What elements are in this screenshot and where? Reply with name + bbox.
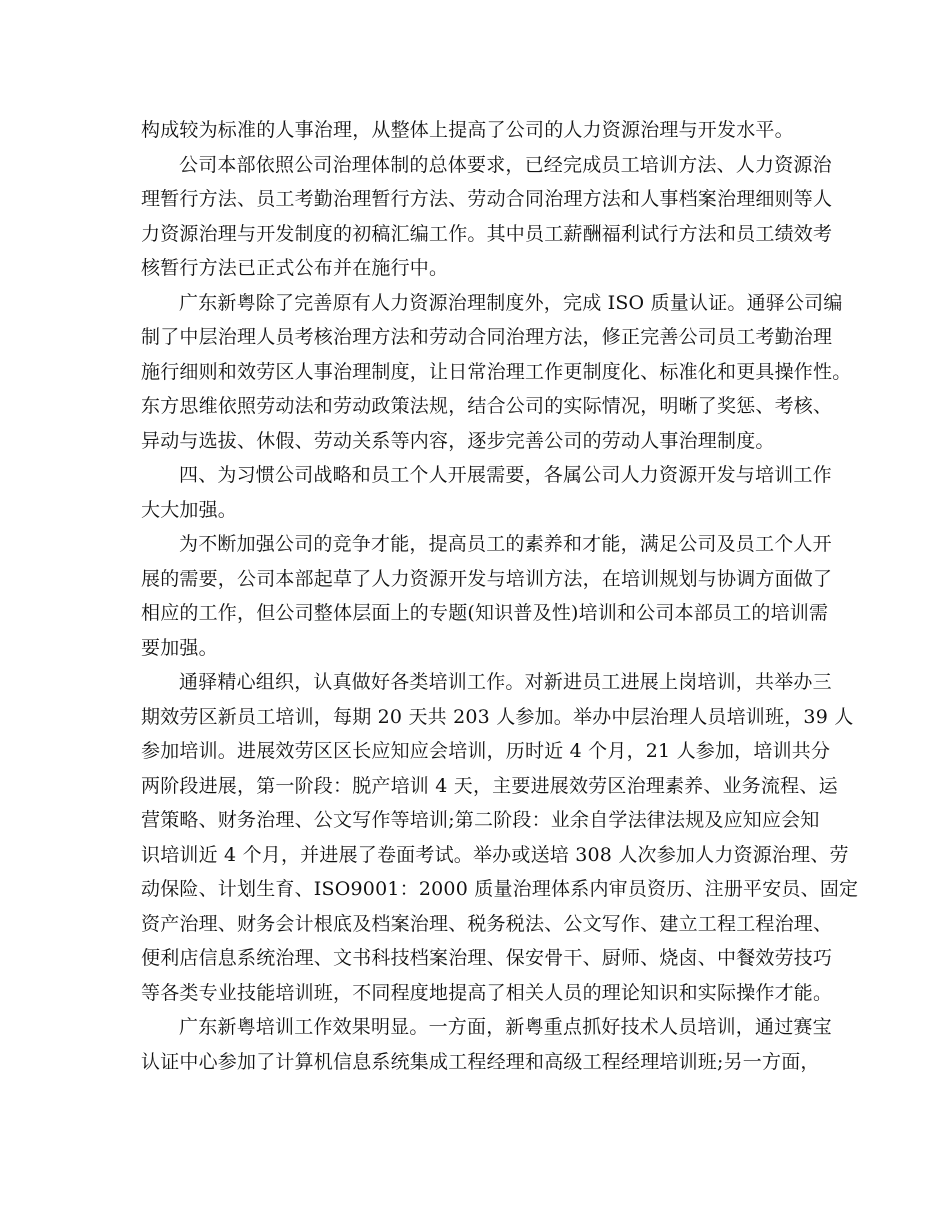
text-line: 资产治理、财务会计根底及档案治理、税务税法、公文写作、建立工程工程治理、 [141, 912, 833, 935]
text-line: 核暂行方法已正式公布并在施行中。 [141, 257, 449, 279]
paragraph [141, 286, 852, 459]
text-line: 施行细则和效劳区人事治理制度，让日常治理工作更制度化、标准化和更具操作性。 [141, 360, 852, 383]
text-line: 认证中心参加了计算机信息系统集成工程经理和高级工程经理培训班;另一方面， [141, 1050, 820, 1073]
text-line: 便利店信息系统治理、文书科技档案治理、保安骨干、厨师、烧卤、中餐效劳技巧 [141, 947, 833, 969]
paragraph [141, 527, 833, 665]
text-line: 大大加强。 [141, 498, 238, 521]
text-line: 构成较为标准的人事治理，从整体上提高了公司的人力资源治理与开发水平。 [141, 119, 794, 141]
document-body [141, 113, 859, 1079]
paragraph [141, 113, 817, 148]
text-line: 通驿精心组织，认真做好各类培训工作。对新进员工进展上岗培训，共举办三 [179, 671, 832, 693]
text-line: 理暂行方法、员工考勤治理暂行方法、劳动合同治理方法和人事档案治理细则等人 [141, 188, 833, 210]
text-line: 营策略、财务治理、公文写作等培训;第二阶段：业余自学法律法规及应知应会知 [141, 809, 820, 831]
text-line: 展的需要，公司本部起草了人力资源开发与培训方法，在培训规划与协调方面做了 [141, 567, 833, 590]
text-line: 相应的工作，但公司整体层面上的专题(知识普及性)培训和公司本部员工的培训需 [141, 602, 829, 624]
text-line: 识培训近 4 个月，并进展了卷面考试。举办或送培 308 人次参加人力资源治理、劳 [141, 843, 849, 866]
text-line: 要加强。 [141, 636, 218, 659]
text-line: 四、为习惯公司战略和员工个人开展需要，各属公司人力资源开发与培训工作 [179, 464, 832, 486]
text-line: 等各类专业技能培训班，不同程度地提高了相关人员的理论知识和实际操作才能。 [141, 981, 833, 1004]
text-line: 力资源治理与开发制度的初稿汇编工作。其中员工薪酬福利试行方法和员工绩效考 [141, 222, 833, 245]
text-line: 广东新粤培训工作效果明显。一方面，新粤重点抓好技术人员培训，通过赛宝 [179, 1016, 832, 1038]
text-line: 异动与选拔、休假、劳动关系等内容，逐步完善公司的劳动人事治理制度。 [141, 429, 775, 452]
text-line: 动保险、计划生育、ISO9001：2000 质量治理体系内审员资历、注册平安员、固定 [141, 878, 859, 900]
paragraph [141, 665, 859, 1010]
text-line: 为不断加强公司的竞争才能，提高员工的素养和才能，满足公司及员工个人开 [179, 533, 832, 555]
text-line: 东方思维依照劳动法和劳动政策法规，结合公司的实际情况，明晰了奖惩、考核、 [141, 395, 833, 417]
text-line: 期效劳区新员工培训，每期 20 天共 203 人参加。举办中层治理人员培训班，39 人 [141, 705, 854, 728]
paragraph [141, 148, 833, 286]
text-line: 广东新粤除了完善原有人力资源治理制度外，完成 ISO 质量认证。通驿公司编 [179, 291, 843, 314]
paragraph [141, 1010, 832, 1079]
text-line: 公司本部依照公司治理体制的总体要求，已经完成员工培训方法、人力资源治 [179, 153, 832, 176]
text-line: 制了中层治理人员考核治理方法和劳动合同治理方法，修正完善公司员工考勤治理 [141, 326, 833, 348]
paragraph [141, 458, 832, 527]
text-line: 两阶段进展，第一阶段：脱产培训 4 天，主要进展效劳区治理素养、业务流程、运 [141, 774, 838, 797]
text-line: 参加培训。进展效劳区区长应知应会培训，历时近 4 个月，21 人参加，培训共分 [141, 740, 831, 762]
